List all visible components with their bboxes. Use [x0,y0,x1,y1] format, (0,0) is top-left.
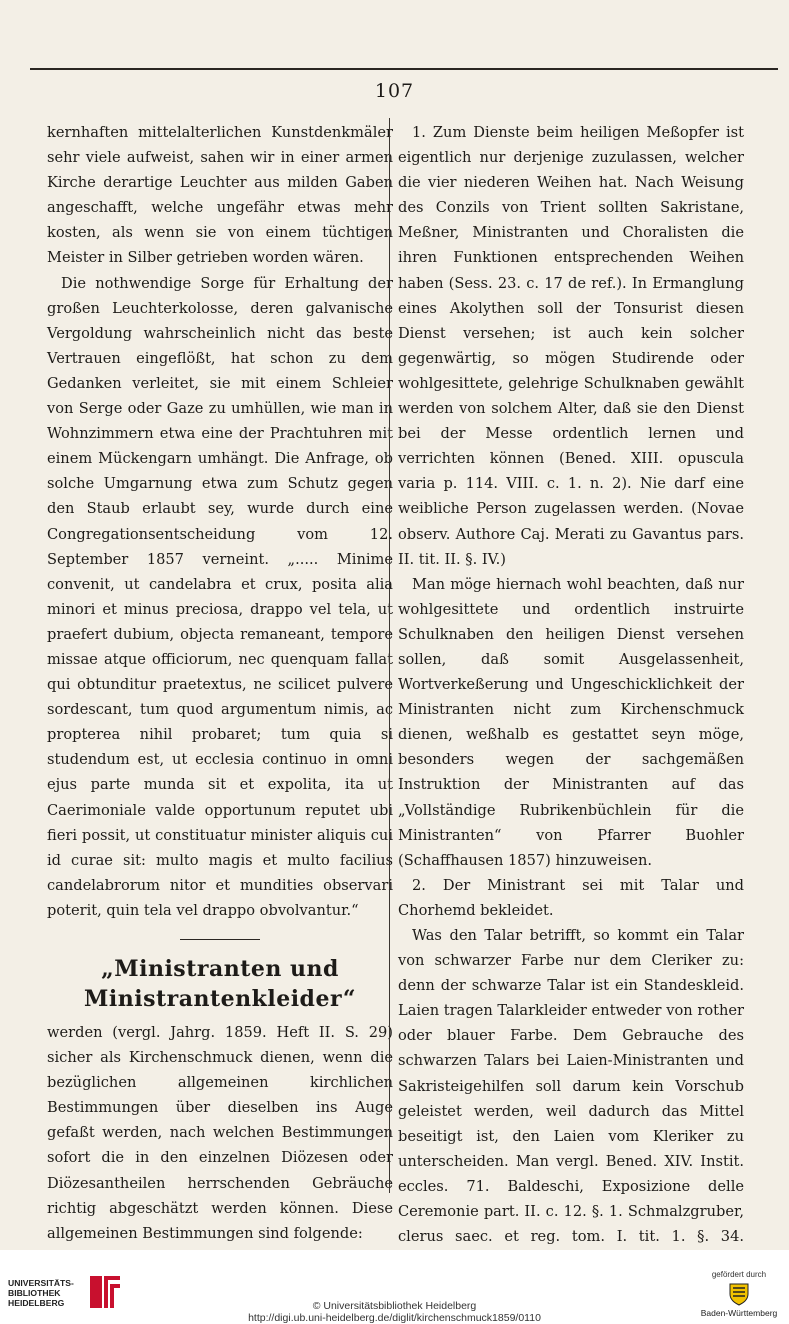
right-paragraph-1: 1. Zum Dienste beim heiligen Meßopfer ist eigentlich nur derjenige zuzulassen, welcher die vier niederen Weihen hat. Nach Weisung des Conzils von Trient sollten Sakristane, Meßner, Ministranten und Choralisten die ihren Funktionen entsprechenden Weihen haben (Sess. 23. c. 17 de ref.). In Ermanglung eines Akolythen soll der Tonsurist diesen Dienst versehen; ist auch kein solcher gegenwärtig, so mögen Studirende oder wohlgesittete, gelehrige Schulknaben gewählt werden von solchem Alter, daß sie den Dienst bei der Messe ordentlich lernen und verrichten können (Bened. XIII. opuscula varia p. 114. VIII. c. 1. n. 2). Nie darf eine weibliche Person zugelassen werden. (Novae observ. Authore Caj. Merati zu Gavantus pars. II. tit. II. §. IV.) [398,124,744,568]
sponsor-name: Baden-Württemberg [700,1308,778,1318]
sponsor-logo[interactable] [694,1270,784,1322]
top-rule [30,68,778,70]
left-paragraph-1: kernhaften mittelalterlichen Kunstdenkmäler sehr viele aufweist, sahen wir in einer armen Kirche derartige Leuchter aus milden Gaben angeschafft, welche ungefähr etwas mehr kosten, als wenn sie von einem tüchtigen Meister in Silber getrieben worden wären. [47,124,393,267]
left-column [47,120,393,1246]
footer-credit [0,1300,789,1324]
right-paragraph-4: Was den Talar betrifft, so kommt ein Talar von schwarzer Farbe nur dem Cleriker zu: denn der schwarze Talar ist ein Standeskleid. Laien tragen Talarkleider entweder von rother oder blauer Farbe. Dem Gebrauche des schwarzen Talars bei Laien-Ministranten und Sakristeigehilfen soll darum kein Vorschub geleistet werden, weil dadurch das Mittel beseitigt ist, den Laien vom Kleriker zu unterscheiden. Man vergl. Bened. XIV. Instit. eccles. 71. Baldeschi, Exposizione delle Ceremonie part. II. c. 12. §. 1. Schmalzgruber, clerus saec. et reg. tom. I. tit. 1. §. 34. [398,927,744,1246]
right-paragraph-3: 2. Der Ministrant sei mit Talar und Chorhemd bekleidet. [398,876,744,919]
right-column [398,120,744,1299]
library-name: UNIVERSITÄTS- BIBLIOTHEK HEIDELBERG [8,1278,74,1308]
footer [0,1250,789,1324]
page-number: 107 [374,80,415,102]
right-paragraph-2: Man möge hiernach wohl beachten, daß nur wohlgesittete und ordentlich instruirte Schulknaben den heiligen Dienst versehen sollen, daß somit Ausgelassenheit, Wortverkeßerung und Ungeschicklichkeit der Ministranten nicht zum Kirchenschmuck dienen, weßhalb es gestattet seyn möge, besonders wegen der sachgemäßen Instruktion der Ministranten auf das „Vollständige Rubrikenbüchlein für die Ministranten“ von Pfarrer Buohler (Schaffhausen 1857) hinzuweisen. [398,575,744,869]
left-paragraph-2: Die nothwendige Sorge für Erhaltung der großen Leuchterkolosse, deren galvanische Vergoldung wahrscheinlich nicht das beste Vertrauen eingeflößt, hat schon zu dem Gedanken verleitet, sie mit einem Schleier von Serge oder Gaze zu umhüllen, wie man in Wohnzimmern etwa eine der Prachtuhren mit einem Mückengarn umhängt. Die Anfrage, ob solche Umgarnung etwa zum Schutz gegen den Staub erlaubt sey, wurde durch eine Congregationsentscheidung vom 12. September 1857 verneint. „..... Minime convenit, ut candelabra et crux, posita alia minori et minus preciosa, drappo vel tela, ut praefert dubium, objecta remaneant, tempore missae atque officiorum, nec quenquam fallat qui obtunditur praetextus, ne scilicet pulvere sordescant, tum quod argumentum nimis, ac propterea nihil probaret; tum quia si studendum est, ut ecclesia continuo in omni ejus parte munda sit et expolita, ita ut Caerimoniale valde opportunum reputet ubi fieri possit, ut constituatur minister aliquis cui id curae sit: multo magis et multo facilius candelabrorum nitor et mundities observari poterit, quin tela vel drappo obvolvantur.“ [47,274,393,919]
column-divider [389,118,390,1193]
source-url-link[interactable]: http://digi.ub.uni-heidelberg.de/diglit/kirchenschmuck1859/0110 [248,1312,541,1324]
section-heading: „Ministranten und Ministrantenkleider“ [84,956,356,1012]
section-separator [180,939,260,940]
sponsor-label: gefördert durch [711,1270,767,1279]
copyright-text: © Universitätsbibliothek Heidelberg [312,1300,477,1312]
coat-of-arms-icon [728,1282,750,1306]
left-paragraph-3: werden (vergl. Jahrg. 1859. Heft II. S. 29) sicher als Kirchenschmuck dienen, wenn die bezüglichen allgemeinen kirchlichen Bestimmungen über dieselben ins Auge gefaßt werden, nach welchen Bestimmungen sofort die in den einzelnen Diözesen oder Diözesantheilen herrschenden Gebräuche richtig abgeschätzt werden können. Diese allgemeinen Bestimmungen sind folgende: [47,1024,393,1242]
